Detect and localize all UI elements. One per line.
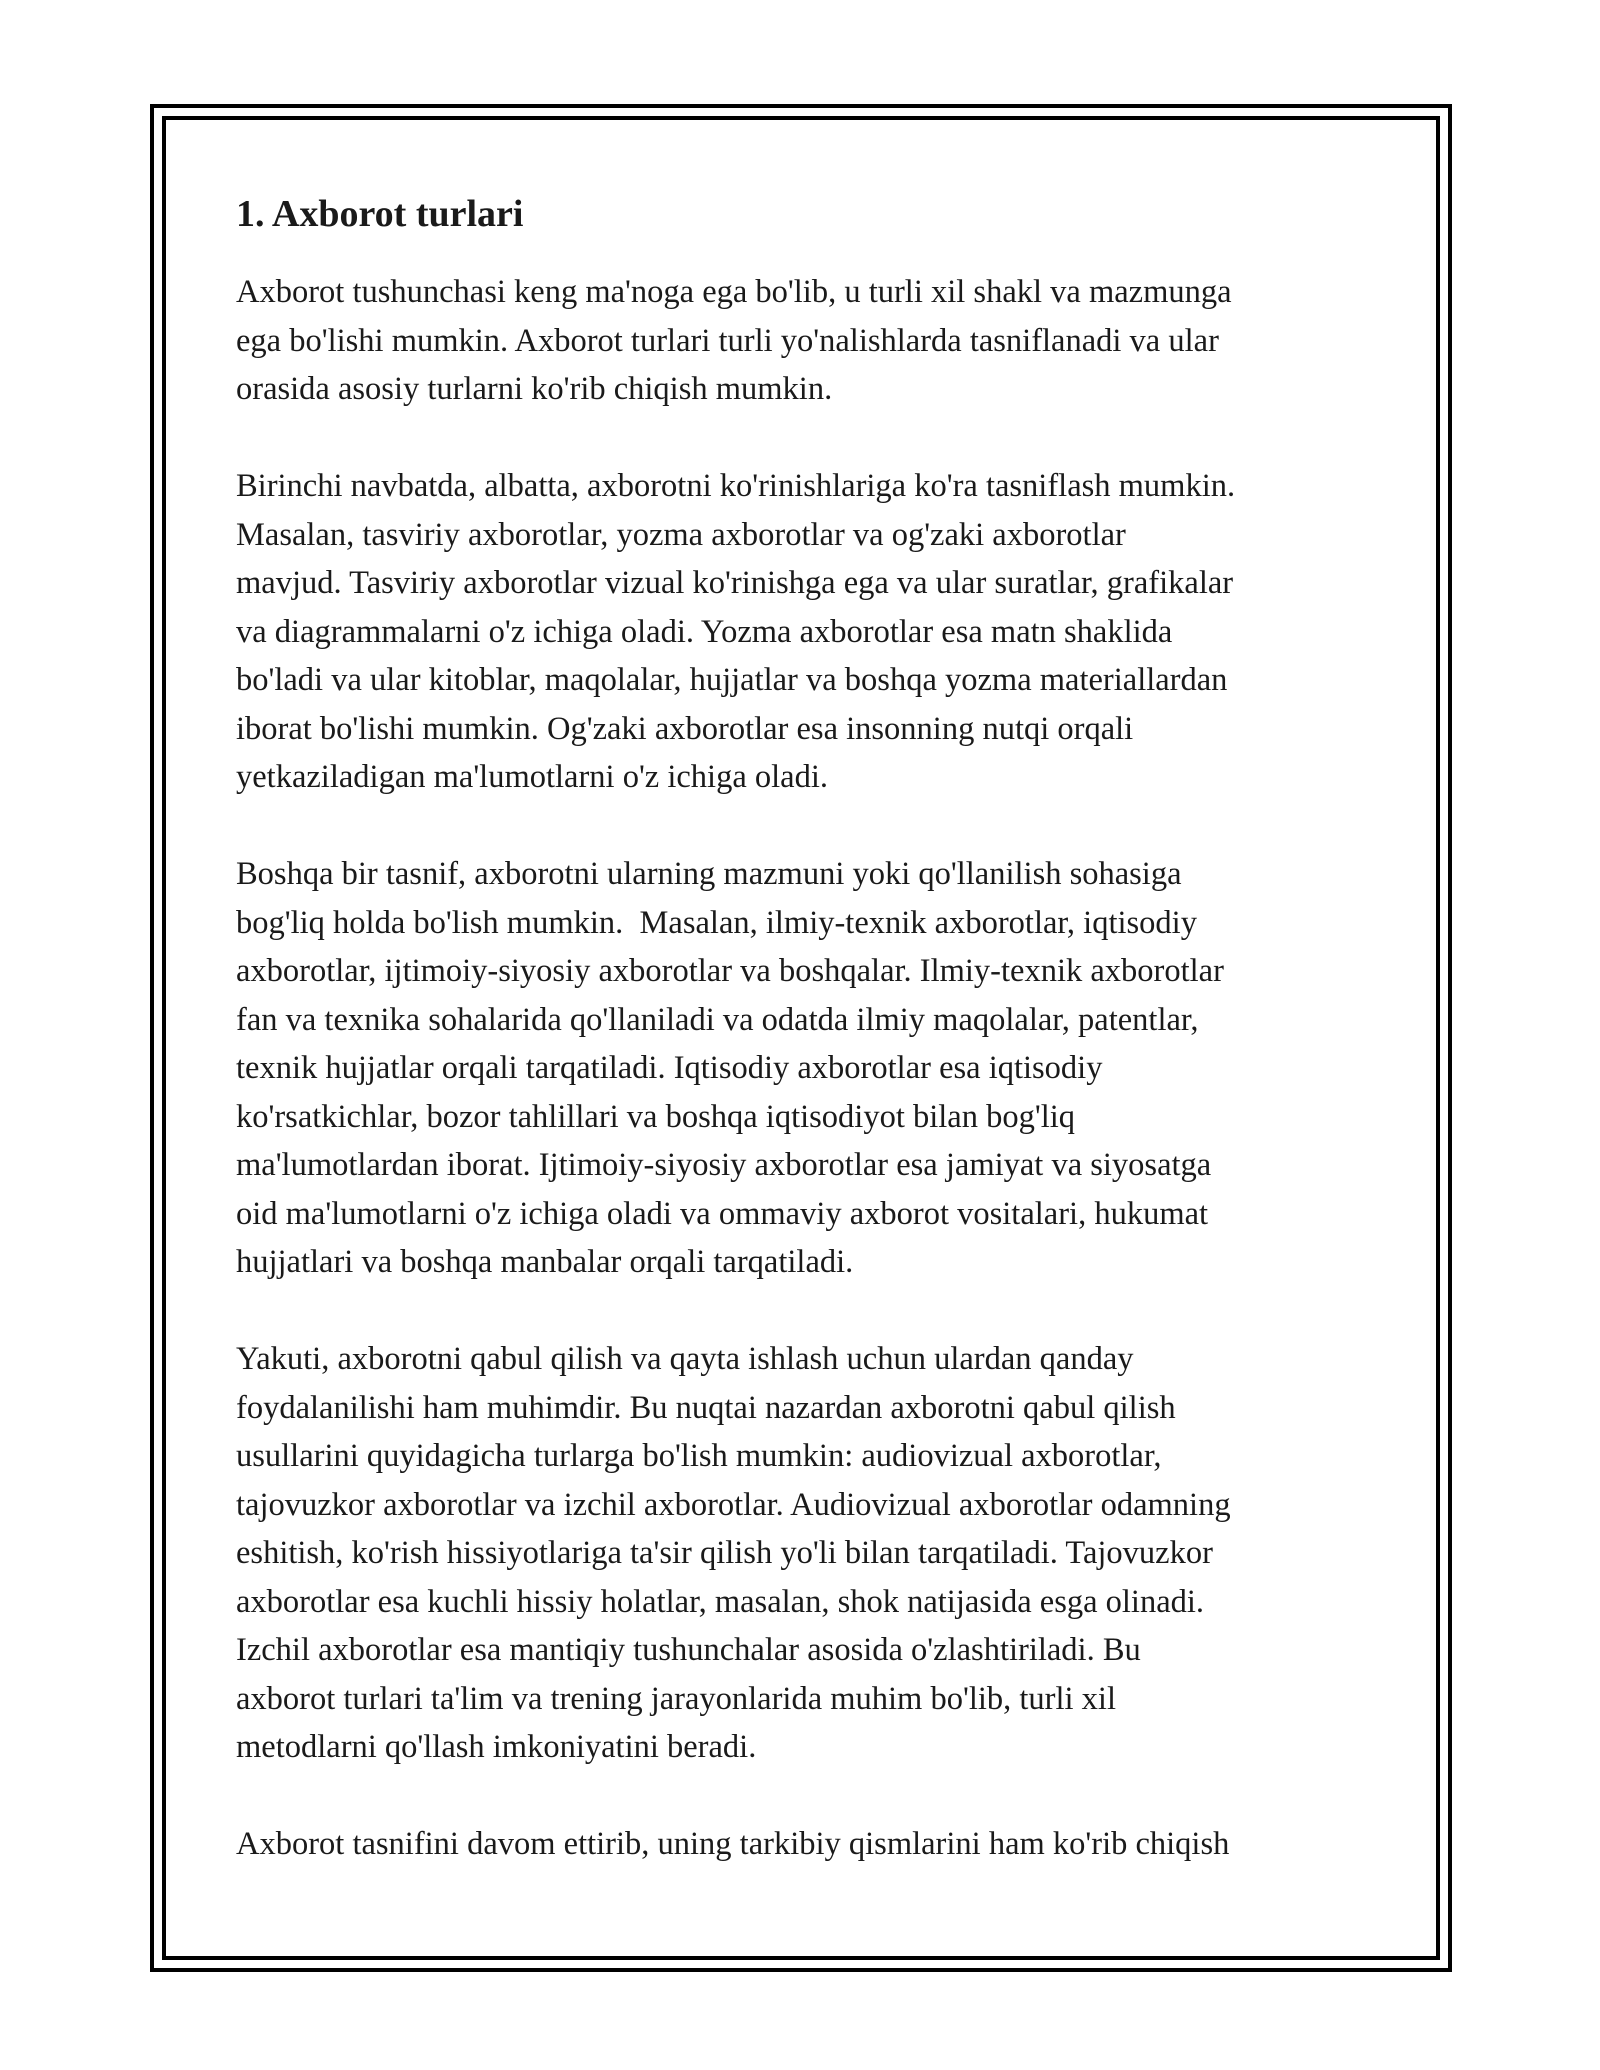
paragraph-line: Birinchi navbatda, albatta, axborotni ko'rinishlariga ko'ra tasniflash mumkin. bbox=[236, 468, 1236, 504]
paragraph-line: axborotlar, ijtimoiy-siyosiy axborotlar va boshqalar. Ilmiy-texnik axborotlar bbox=[236, 953, 1224, 989]
paragraph-line: Axborot tasnifini davom ettirib, uning tarkibiy qismlarini ham ko'rib chiqish bbox=[236, 1826, 1230, 1862]
paragraph-line: usullarini quyidagicha turlarga bo'lish mumkin: audiovizual axborotlar, bbox=[236, 1438, 1162, 1474]
document-body bbox=[236, 186, 1386, 1917]
paragraph bbox=[236, 1335, 1386, 1772]
paragraph-list bbox=[236, 268, 1386, 1869]
paragraph-line: foydalanilishi ham muhimdir. Bu nuqtai nazardan axborotni qabul qilish bbox=[236, 1389, 1176, 1426]
paragraph-line: hujjatlari va boshqa manbalar orqali tarqatiladi. bbox=[236, 1244, 854, 1280]
paragraph-line: orasida asosiy turlarni ko'rib chiqish mumkin. bbox=[236, 371, 833, 407]
paragraph-line: iborat bo'lishi mumkin. Og'zaki axborotlar esa insonning nutqi orqali bbox=[236, 710, 1134, 747]
paragraph-line: Yakuti, axborotni qabul qilish va qayta ishlash uchun ulardan qanday bbox=[236, 1341, 1134, 1377]
paragraph bbox=[236, 268, 1386, 414]
paragraph-line: oid ma'lumotlarni o'z ichiga oladi va ommaviy axborot vositalari, hukumat bbox=[236, 1195, 1209, 1232]
paragraph-line: Izchil axborotlar esa mantiqiy tushunchalar asosida o'zlashtiriladi. Bu bbox=[236, 1632, 1141, 1668]
paragraph-line: ko'rsatkichlar, bozor tahlillari va boshqa iqtisodiyot bilan bog'liq bbox=[236, 1098, 1076, 1135]
paragraph-line: tajovuzkor axborotlar va izchil axborotlar. Audiovizual axborotlar odamning bbox=[236, 1486, 1231, 1523]
paragraph-line: axborot turlari ta'lim va trening jarayonlarida muhim bo'lib, turli xil bbox=[236, 1680, 1116, 1717]
paragraph-line: texnik hujjatlar orqali tarqatiladi. Iqtisodiy axborotlar esa iqtisodiy bbox=[236, 1050, 1103, 1086]
paragraph-line: ega bo'lishi mumkin. Axborot turlari turli yo'nalishlarda tasniflanadi va ular bbox=[236, 322, 1219, 359]
paragraph-line: Masalan, tasviriy axborotlar, yozma axborotlar va og'zaki axborotlar bbox=[236, 516, 1126, 553]
paragraph-line: eshitish, ko'rish hissiyotlariga ta'sir qilish yo'li bilan tarqatiladi. Tajovuzkor bbox=[236, 1535, 1213, 1571]
paragraph-line: va diagrammalarni o'z ichiga oladi. Yozma axborotlar esa matn shaklida bbox=[236, 613, 1173, 650]
paragraph-line: Boshqa bir tasnif, axborotni ularning mazmuni yoki qo'llanilish sohasiga bbox=[236, 856, 1182, 892]
paragraph-line: bog'liq holda bo'lish mumkin. Masalan, ilmiy-texnik axborotlar, iqtisodiy bbox=[236, 904, 1197, 941]
paragraph-line: ma'lumotlardan iborat. Ijtimoiy-siyosiy axborotlar esa jamiyat va siyosatga bbox=[236, 1147, 1212, 1183]
paragraph bbox=[236, 1820, 1386, 1869]
paragraph-line: axborotlar esa kuchli hissiy holatlar, masalan, shok natijasida esga olinadi. bbox=[236, 1583, 1205, 1620]
paragraph-line: mavjud. Tasviriy axborotlar vizual ko'rinishga ega va ular suratlar, grafikalar bbox=[236, 565, 1234, 601]
paragraph-line: fan va texnika sohalarida qo'llaniladi va odatda ilmiy maqolalar, patentlar, bbox=[236, 1001, 1199, 1038]
paragraph-line: bo'ladi va ular kitoblar, maqolalar, hujjatlar va boshqa yozma materiallardan bbox=[236, 662, 1228, 698]
paragraph bbox=[236, 462, 1386, 802]
paragraph-line: yetkaziladigan ma'lumotlarni o'z ichiga oladi. bbox=[236, 759, 828, 795]
paragraph-line: Axborot tushunchasi keng ma'noga ega bo'lib, u turli xil shakl va mazmunga bbox=[236, 274, 1232, 310]
paragraph-line: metodlarni qo'llash imkoniyatini beradi. bbox=[236, 1729, 757, 1765]
paragraph bbox=[236, 850, 1386, 1287]
section-heading: 1. Axborot turlari bbox=[236, 193, 524, 235]
